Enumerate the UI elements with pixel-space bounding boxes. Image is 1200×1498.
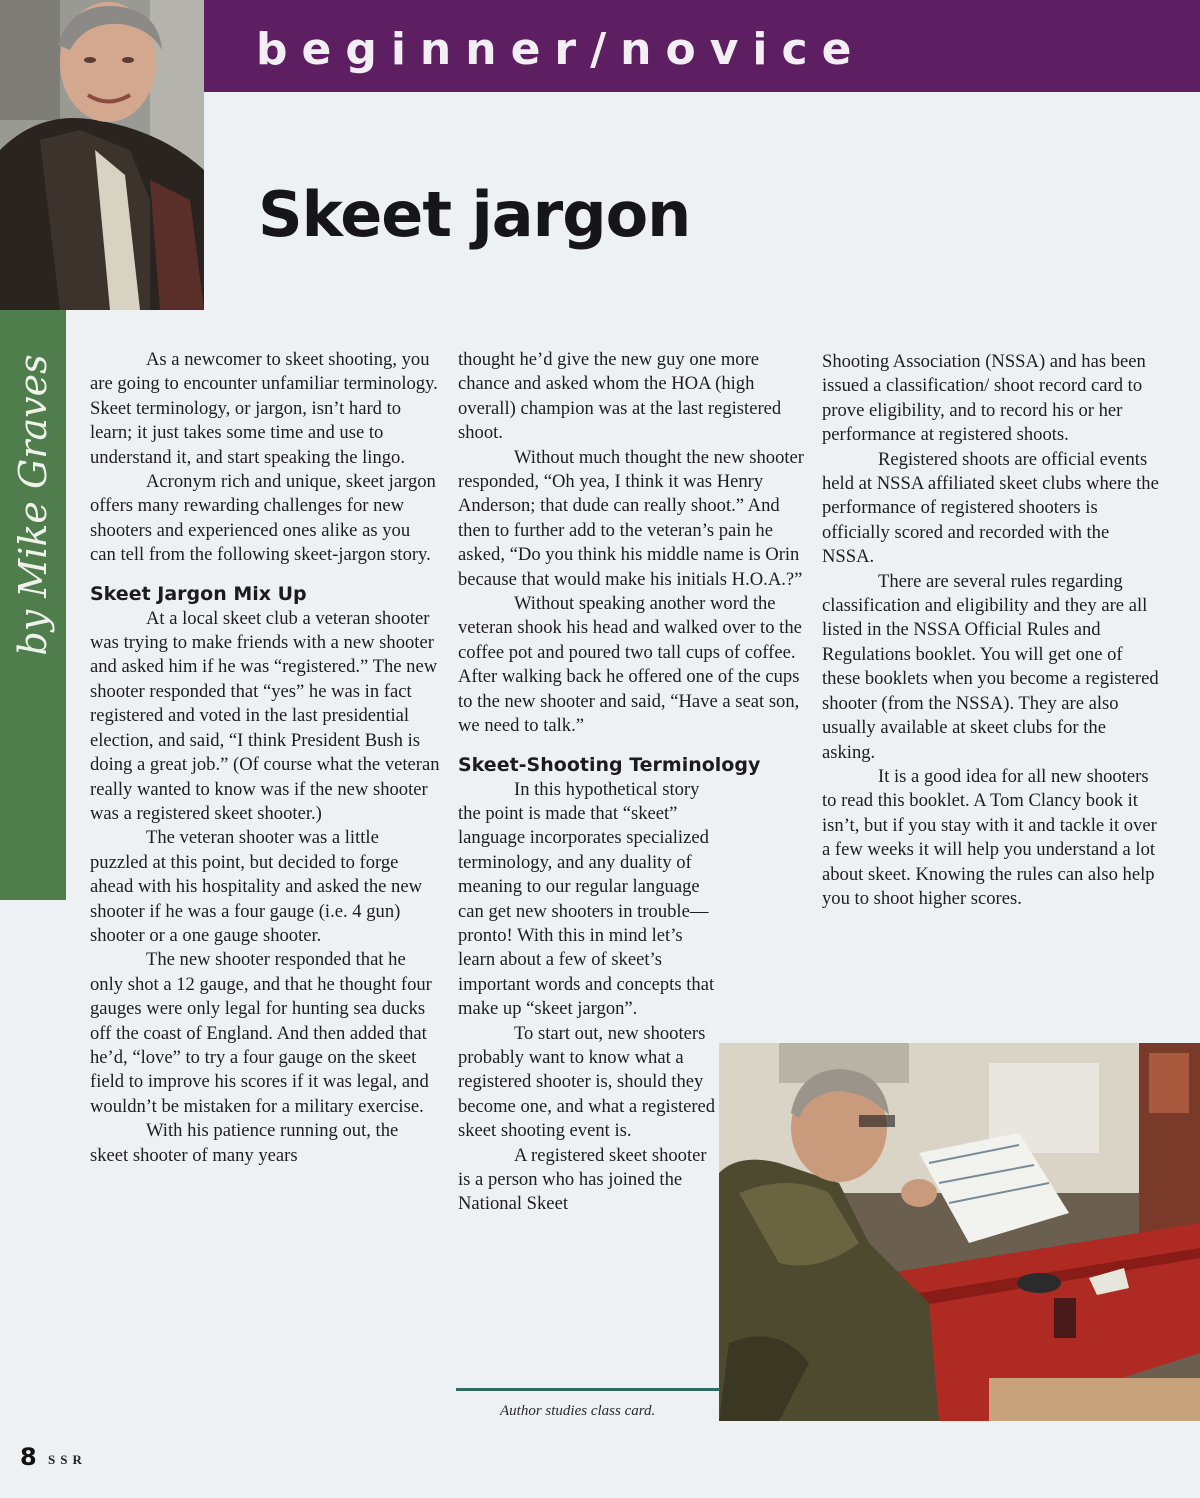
article-column-3 — [822, 350, 1162, 911]
article-title: Skeet jargon — [258, 178, 691, 251]
paragraph: Shooting Association (NSSA) and has been issued a classification/ shoot record card to prove eligibility, and to record his or her performance at registered shoots. — [822, 351, 1146, 446]
publication-name: SSR — [48, 1452, 87, 1467]
author-photo — [0, 0, 204, 310]
subheading: Skeet Jargon Mix Up — [90, 582, 307, 605]
subheading: Skeet-Shooting Terminology — [458, 753, 761, 776]
paragraph: At a local skeet club a veteran shooter was trying to make friends with a new shooter and asked him if he was “registered.” The new shooter responded that “yes” he was in fact registered and voted in the last presidential election, and said, “I think President Bush is doing a great job.” (Of course what the veteran really wanted to know was if the new shooter was a registered skeet shooter.) — [90, 607, 440, 824]
paragraph: Without much thought the new shooter responded, “Oh yea, I think it was Henry Anderson; that dude can really shoot.” And then to further add to the veteran’s pain he asked, “Do you think his middle name is Orin because that would make his initials H.O.A.?” — [458, 446, 804, 590]
paragraph: As a newcomer to skeet shooting, you are going to encounter unfamiliar terminology. Skeet terminology, or jargon, isn’t hard to learn; it just takes some time and use to understand it, and start speaking the lingo. — [90, 349, 438, 468]
paragraph: Registered shoots are official events held at NSSA affiliated skeet clubs where the performance of registered shooters is officially scored and recorded with the NSSA. — [822, 448, 1159, 568]
section-label: beginner/novice — [256, 24, 866, 75]
paragraph: In this hypothetical story the point is made that “skeet” language incorporates specialized terminology, and any duality of meaning to our regular language can get new shooters in trouble—pronto! With this in mind let’s learn about a few of skeet’s important words and concepts that make up “skeet jargon”. — [458, 778, 715, 1020]
caption-rule — [456, 1388, 720, 1391]
page-number: 8 — [20, 1443, 37, 1471]
paragraph: Acronym rich and unique, skeet jargon offers many rewarding challenges for new shooters and experienced ones alike as you can tell from the following skeet-jargon story. — [90, 471, 436, 566]
paragraph: It is a good idea for all new shooters to read this booklet. A Tom Clancy book it isn’t, but if you stay with it and tackle it over a few weeks it will help you understand a lot about skeet. Knowing the rules can also help you to shoot higher scores. — [822, 765, 1157, 909]
paragraph: To start out, new shooters probably want to know what a registered shooter is, should they become one, and what a registered skeet shooting event is. — [458, 1022, 716, 1142]
article-photo — [719, 1043, 1200, 1421]
paragraph: thought he’d give the new guy one more chance and asked whom the HOA (high overall) champion was at the last registered shoot. — [458, 349, 782, 444]
paragraph: The veteran shooter was a little puzzled at this point, but decided to forge ahead with his hospitality and asked the new shooter if he was a four gauge (i.e. 4 gun) shooter or a one gauge shooter. — [90, 827, 423, 946]
paragraph: There are several rules regarding classification and eligibility and they are all listed in the NSSA Official Rules and Regulations booklet. You will get one of these booklets when you become a registered shooter (from the NSSA). They are also usually available at skeet clubs for the asking. — [822, 570, 1159, 763]
paragraph: The new shooter responded that he only shot a 12 gauge, and that he thought four gauges were only legal for hunting sea ducks off the coast of England. And then added that he’d, “love” to try a four gauge on the skeet field to improve his scores if it was legal, and wouldn’t be mistaken for a military exercise. — [90, 949, 432, 1117]
paragraph: A registered skeet shooter is a person who has joined the National Skeet — [458, 1144, 707, 1215]
byline: by Mike Graves — [11, 354, 55, 656]
paragraph: Without speaking another word the veteran shook his head and walked over to the coffee pot and poured two tall cups of coffee. After walking back he offered one of the cups to the new shooter and said, “Have a seat son, we need to talk.” — [458, 593, 802, 737]
article-column-1 — [90, 348, 440, 1168]
photo-caption: Author studies class card. — [500, 1403, 656, 1419]
paragraph: With his patience running out, the skeet shooter of many years — [90, 1120, 399, 1166]
section-banner — [204, 0, 1200, 92]
